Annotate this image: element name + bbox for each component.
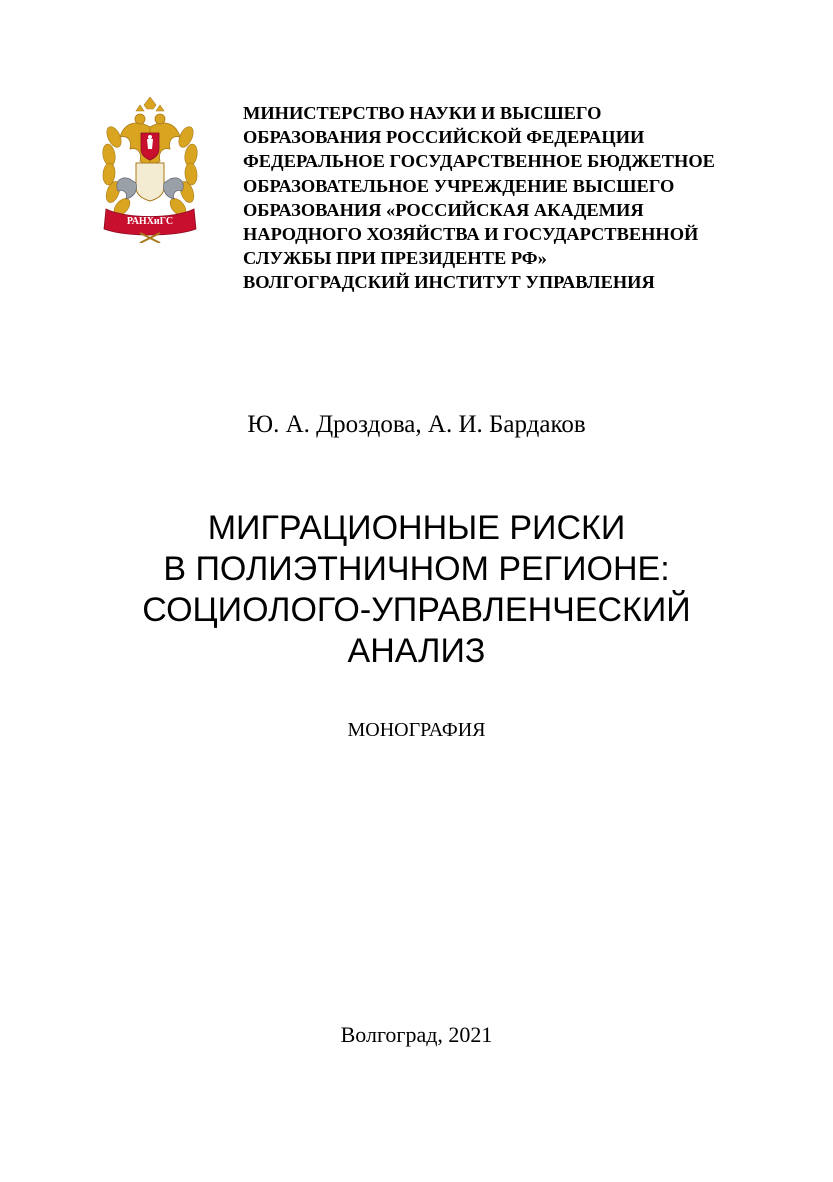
institution-name bbox=[243, 101, 813, 295]
institution-line: ОБРАЗОВАТЕЛЬНОЕ УЧРЕЖДЕНИЕ ВЫСШЕГО bbox=[243, 175, 675, 196]
place-and-year: Волгоград, 2021 bbox=[340, 1022, 493, 1047]
institution-line: МИНИСТЕРСТВО НАУКИ И ВЫСШЕГО bbox=[243, 103, 602, 123]
title-line: СОЦИОЛОГО-УПРАВЛЕНЧЕСКИЙ bbox=[142, 591, 691, 629]
title-line: АНАЛИЗ bbox=[347, 632, 486, 670]
svg-text:РАНХиГС: РАНХиГС bbox=[126, 216, 174, 227]
title-line: В ПОЛИЭТНИЧНОМ РЕГИОНЕ: bbox=[163, 550, 670, 588]
ranepa-emblem-icon bbox=[100, 97, 200, 243]
authors: Ю. А. Дроздова, А. И. Бардаков bbox=[247, 411, 586, 438]
publication-genre: МОНОГРАФИЯ bbox=[347, 719, 486, 741]
title-line: МИГРАЦИОННЫЕ РИСКИ bbox=[207, 509, 626, 547]
book-title bbox=[60, 508, 773, 672]
institution-line: ОБРАЗОВАНИЯ РОССИЙСКОЙ ФЕДЕРАЦИИ bbox=[243, 127, 645, 148]
institution-line: ОБРАЗОВАНИЯ «РОССИЙСКАЯ АКАДЕМИЯ bbox=[243, 199, 644, 220]
institution-line: ВОЛГОГРАДСКИЙ ИНСТИТУТ УПРАВЛЕНИЯ bbox=[243, 272, 655, 293]
institution-line: НАРОДНОГО ХОЗЯЙСТВА И ГОСУДАРСТВЕННОЙ bbox=[243, 224, 699, 245]
institution-line: СЛУЖБЫ ПРИ ПРЕЗИДЕНТЕ РФ» bbox=[243, 248, 547, 269]
institution-line: ФЕДЕРАЛЬНОЕ ГОСУДАРСТВЕННОЕ БЮДЖЕТНОЕ bbox=[243, 151, 715, 172]
